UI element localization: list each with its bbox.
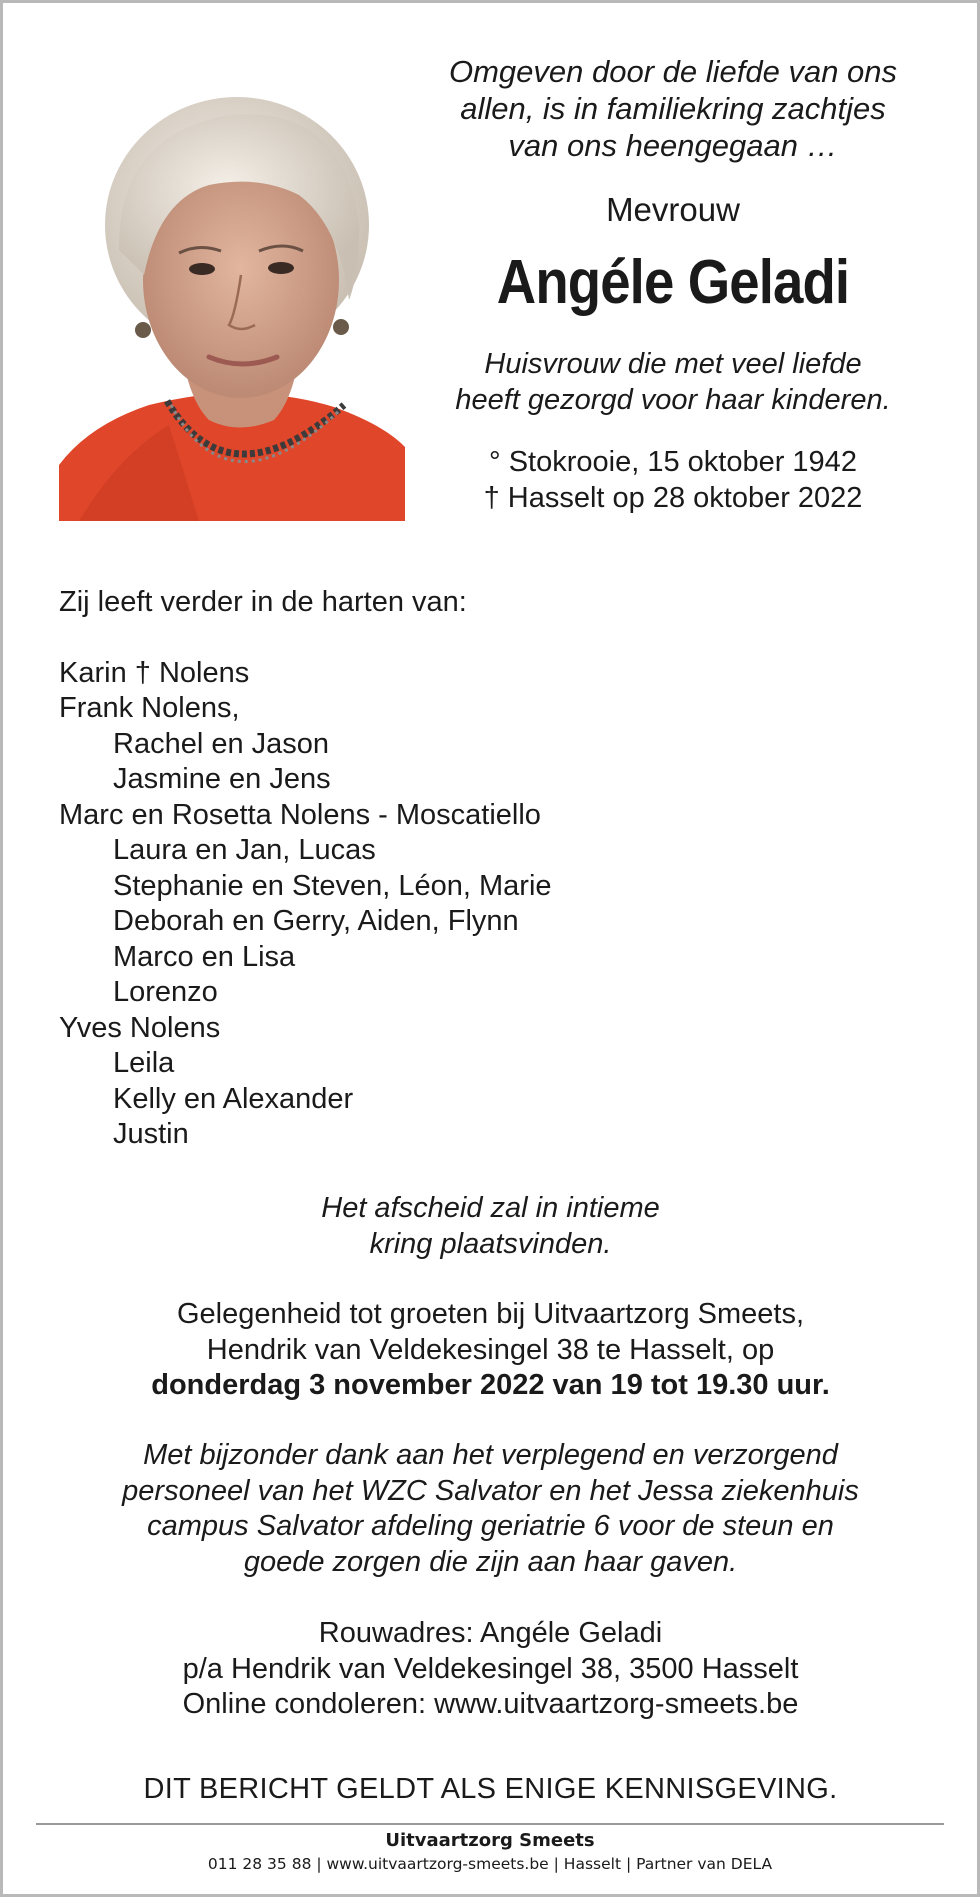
footer-divider: [36, 1823, 944, 1825]
family-member: Marco en Lisa: [113, 940, 296, 973]
thanks-line: personeel van het WZC Salvator en het Jessa ziekenhuis: [122, 1474, 859, 1507]
life-dates: [423, 444, 923, 516]
address-line: Rouwadres: Angéle Geladi: [318, 1617, 663, 1649]
notice-text: DIT BERICHT GELDT ALS ENIGE KENNISGEVING.: [143, 1773, 838, 1805]
family-member: Marc en Rosetta Nolens - Moscatiello: [59, 798, 541, 831]
visitation-info: [43, 1297, 938, 1404]
family-list: [59, 585, 919, 1153]
family-member: Karin † Nolens: [59, 656, 250, 689]
family-member: Kelly en Alexander: [113, 1082, 354, 1115]
family-member: Leila: [113, 1047, 175, 1079]
condolence-link: Online condoleren: www.uitvaartzorg-smeets.be: [182, 1688, 799, 1720]
family-intro: Zij leeft verder in de harten van:: [59, 586, 467, 618]
announcement-header: [423, 53, 923, 516]
thanks-line: campus Salvator afdeling geriatrie 6 voor de steun en: [147, 1510, 834, 1542]
birth-date: ° Stokrooie, 15 oktober 1942: [489, 446, 857, 478]
family-member: Rachel en Jason: [113, 727, 330, 760]
intro-line: van ons heengegaan …: [508, 128, 838, 163]
visitation-date: donderdag 3 november 2022 van 19 tot 19.30 uur.: [151, 1369, 830, 1401]
deceased-name: Angéle Geladi: [496, 248, 850, 317]
intro-line: allen, is in familiekring zachtjes: [460, 91, 886, 126]
title-prefix: Mevrouw: [606, 191, 740, 228]
family-member: Frank Nolens,: [59, 692, 240, 724]
portrait-photo: [59, 75, 405, 521]
thanks-line: Met bijzonder dank aan het verplegend en verzorgend: [143, 1439, 838, 1471]
description: [423, 346, 923, 418]
death-date: † Hasselt op 28 oktober 2022: [483, 482, 863, 514]
intro-line: Omgeven door de liefde van ons: [448, 54, 898, 89]
funeral-home-name: Uitvaartzorg Smeets: [385, 1830, 595, 1851]
family-member: Laura en Jan, Lucas: [113, 834, 376, 866]
portrait-illustration: [59, 75, 405, 521]
family-member: Jasmine en Jens: [113, 763, 331, 795]
thanks-text: [43, 1438, 938, 1580]
farewell-line: Het afscheid zal in intieme: [321, 1192, 660, 1224]
visitation-line: Gelegenheid tot groeten bij Uitvaartzorg Smeets,: [176, 1298, 805, 1330]
description-line: heeft gezorgd voor haar kinderen.: [455, 384, 891, 416]
family-member: Stephanie en Steven, Léon, Marie: [113, 869, 552, 902]
thanks-line: goede zorgen die zijn aan haar gaven.: [243, 1545, 738, 1578]
funeral-home-info: 011 28 35 88 | www.uitvaartzorg-smeets.be | Hasselt | Partner van DELA: [207, 1855, 773, 1873]
family-member: Deborah en Gerry, Aiden, Flynn: [113, 905, 519, 937]
farewell-line: kring plaatsvinden.: [369, 1227, 612, 1260]
intro-text: [423, 53, 923, 164]
mourning-address: [43, 1616, 938, 1723]
family-member: Lorenzo: [113, 976, 218, 1008]
farewell-text: [43, 1191, 938, 1262]
visitation-line: Hendrik van Veldekesingel 38 te Hasselt, op: [206, 1333, 775, 1366]
family-member: Justin: [113, 1118, 189, 1150]
address-line: p/a Hendrik van Veldekesingel 38, 3500 Hasselt: [182, 1652, 799, 1685]
footer: [36, 1829, 944, 1875]
family-member: Yves Nolens: [59, 1011, 221, 1044]
description-line: Huisvrouw die met veel liefde: [484, 348, 862, 380]
